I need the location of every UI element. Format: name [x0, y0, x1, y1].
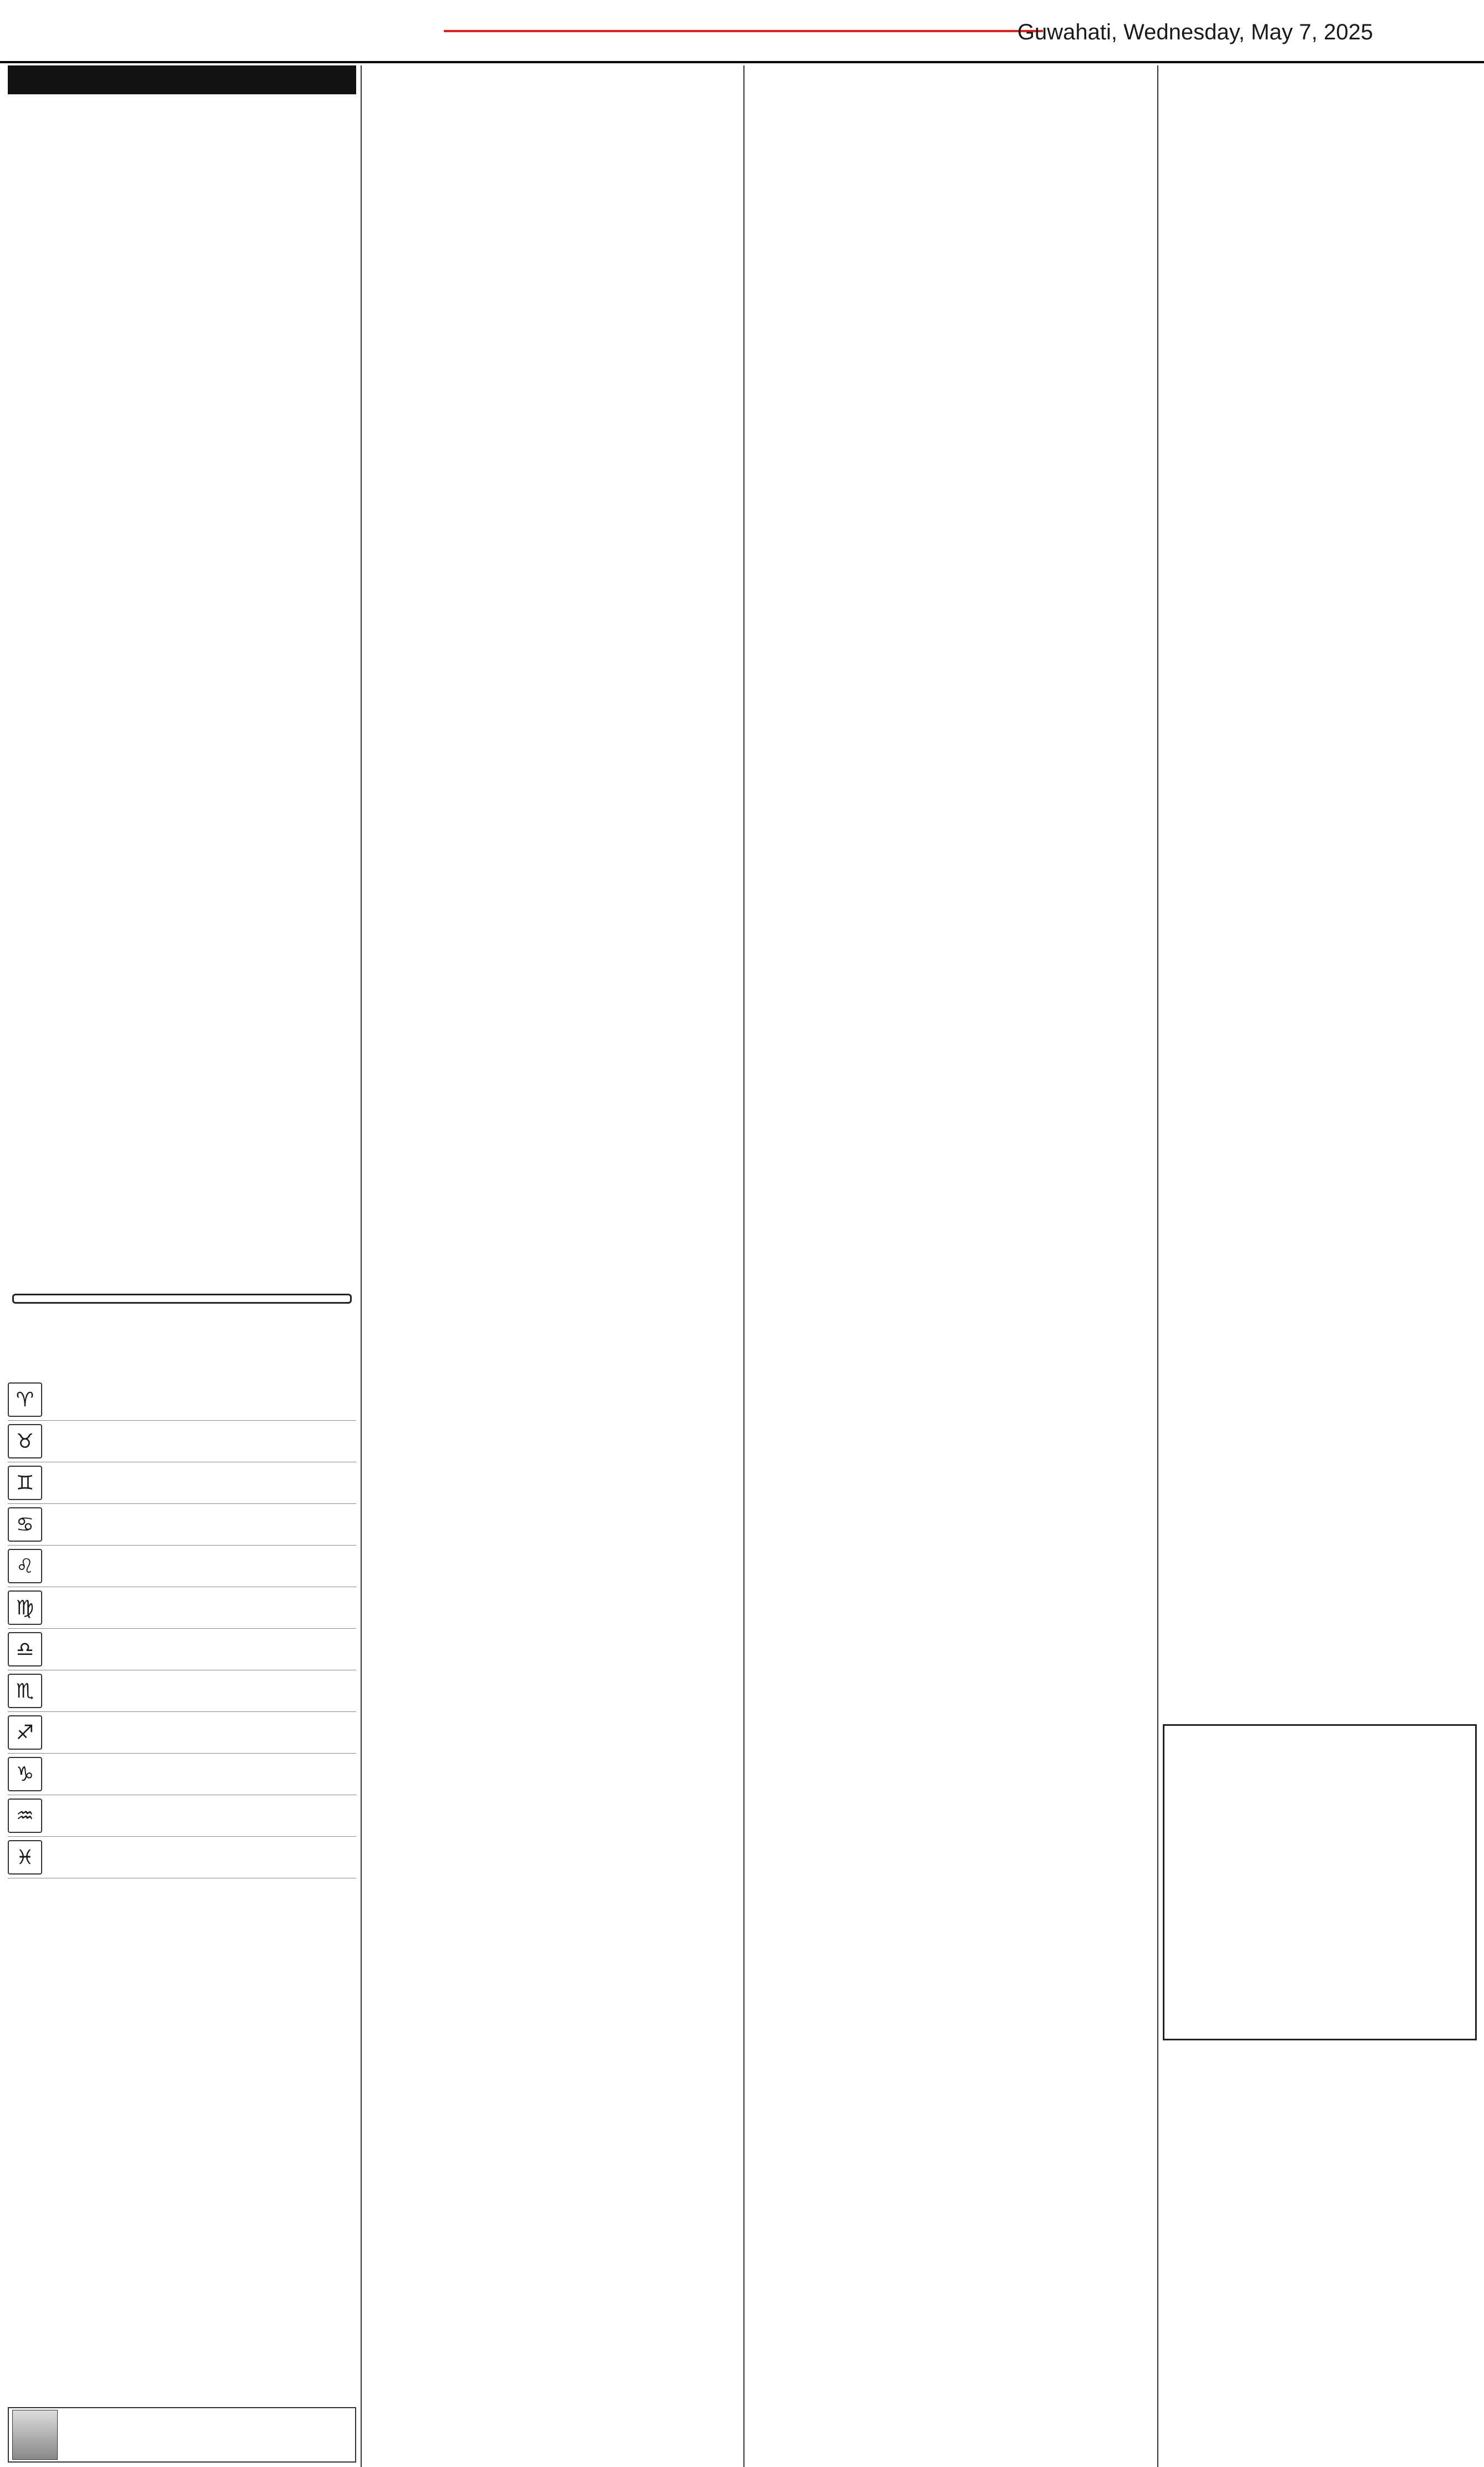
article-lead — [1163, 65, 1477, 1386]
page-logo — [588, 3, 899, 57]
article-boxed — [1163, 1724, 1477, 2040]
article-body — [368, 1776, 737, 1915]
article-body — [751, 1210, 1151, 1615]
zodiac-cancer-icon: ♋ — [8, 1507, 42, 1542]
horoscope-sign — [8, 1712, 356, 1754]
column-1 — [8, 65, 356, 2467]
masthead-rule — [0, 61, 1484, 63]
horoscope-sign — [8, 1379, 356, 1421]
horoscope-sign — [8, 1421, 356, 1462]
article-body — [751, 1671, 1151, 2043]
horoscope-title — [12, 1294, 352, 1304]
article — [366, 848, 739, 1258]
horoscope-sign — [8, 1837, 356, 1878]
article-body — [368, 73, 737, 367]
astrologer-photo — [12, 2410, 58, 2460]
article-lead — [749, 65, 1153, 1197]
zodiac-taurus-icon: ♉ — [8, 1424, 42, 1458]
masthead-date-right: Guwahati, Wednesday, May 7, 2025 — [1017, 20, 1373, 44]
article-body — [368, 1970, 737, 2420]
zodiac-sagittarius-icon: ♐ — [8, 1715, 42, 1750]
article-body — [1165, 73, 1475, 1344]
horoscope-sign — [8, 1504, 356, 1546]
section-tag — [8, 65, 356, 94]
article-body — [368, 1272, 737, 1715]
article-body — [751, 2098, 1151, 2425]
horoscope-sign — [8, 1670, 356, 1712]
article-body — [368, 855, 737, 1216]
article — [1163, 2229, 1477, 2467]
zodiac-virgo-icon: ♍ — [8, 1590, 42, 1625]
column-divider — [361, 65, 362, 2467]
horoscope-list — [8, 1379, 356, 1878]
horoscope-sign — [8, 1546, 356, 1587]
zodiac-aquarius-icon: ♒ — [8, 1799, 42, 1833]
zodiac-capricorn-icon: ♑ — [8, 1757, 42, 1791]
article — [366, 1264, 739, 1763]
article-second — [8, 659, 356, 1286]
article — [366, 1769, 739, 1957]
article-body — [1165, 2054, 1475, 2181]
article-body — [10, 667, 354, 1244]
article-body — [1165, 2237, 1475, 2425]
article — [749, 1203, 1153, 1658]
zodiac-scorpio-icon: ♏ — [8, 1674, 42, 1708]
article-body — [751, 73, 1151, 1155]
horoscope-intro — [10, 1307, 354, 1379]
zodiac-gemini-icon: ♊ — [8, 1466, 42, 1500]
horoscope-sign — [8, 1462, 356, 1504]
article — [749, 1663, 1153, 2085]
horoscope-sign — [8, 1587, 356, 1629]
article — [1163, 2046, 1477, 2223]
horoscope-sign — [8, 1754, 356, 1795]
article — [366, 65, 739, 409]
article-body — [1165, 1399, 1475, 1676]
article — [366, 1963, 739, 2462]
zodiac-aries-icon: ♈ — [8, 1382, 42, 1417]
article — [1163, 1391, 1477, 1719]
masthead — [0, 0, 1484, 62]
horoscope-sign — [8, 1629, 356, 1670]
zodiac-pisces-icon: ♓ — [8, 1840, 42, 1875]
column-2 — [366, 65, 739, 2467]
article-body — [368, 423, 737, 800]
article — [366, 415, 739, 842]
article-lead — [8, 97, 356, 657]
column-divider — [743, 65, 744, 2467]
article-body — [1167, 1734, 1473, 1994]
article-body — [10, 104, 354, 615]
zodiac-libra-icon: ♎ — [8, 1632, 42, 1666]
article — [749, 2090, 1153, 2467]
astrologer-box — [8, 2407, 356, 2463]
column-3 — [749, 65, 1153, 2467]
horoscope-section — [8, 1291, 356, 2465]
column-divider — [1157, 65, 1158, 2467]
column-4 — [1163, 65, 1477, 2467]
horoscope-sign — [8, 1795, 356, 1837]
zodiac-leo-icon: ♌ — [8, 1549, 42, 1583]
